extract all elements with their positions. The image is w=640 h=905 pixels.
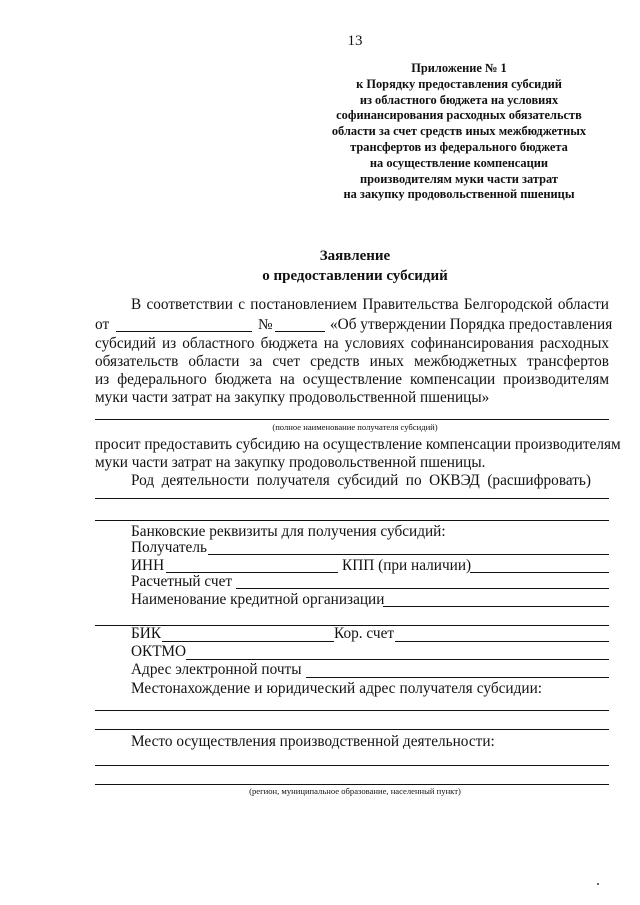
title-line: о предоставлении субсидий [262,268,448,284]
appendix-line: производителям муки части затрат [360,171,558,186]
corr-account-label: Кор. счет [334,625,395,642]
account-label: Расчетный счет [131,573,233,590]
bik-label: БИК [131,625,162,642]
intro-line: обязательств области за счет средств иных межбюджетных трансфертов [95,353,609,370]
appendix-line: из областного бюджета на условиях [359,92,559,107]
email-field-line[interactable] [306,677,609,678]
document-title [0,246,640,286]
bik-field-line[interactable] [162,641,334,642]
inn-label: ИНН [131,557,165,574]
production-field-line-2[interactable] [95,784,609,785]
appendix-line: на осуществление компенсации [369,155,549,170]
location-field-line-2[interactable] [95,729,609,730]
appendix-line: трансфертов из федерального бюджета [350,139,568,154]
recipient-name-caption: (полное наименование получателя субсидий) [272,422,438,432]
location-field-line-1[interactable] [95,710,609,711]
intro-from-label: от [95,316,110,333]
oktmo-field-line[interactable] [186,659,609,660]
scan-speck [597,883,599,885]
intro-line: субсидий из областного бюджета на условиях софинансирования расходных [95,335,609,352]
credit-org-label: Наименование кредитной организации [131,591,385,608]
page-number: 13 [347,33,363,49]
bank-heading: Банковские реквизиты для получения субсидий: [131,523,446,540]
recipient-name-line[interactable] [95,419,609,420]
appendix-line: на закупку продовольственной пшеницы [343,187,575,202]
activity-line-2[interactable] [95,520,609,521]
intro-line: из федерального бюджета на осуществление компенсации производителям [95,371,609,388]
appendix-line: софинансирования расходных обязательств [336,108,582,123]
account-field-line[interactable] [236,588,609,589]
request-line: просит предоставить субсидию на осуществление компенсации производителям [95,436,621,453]
request-line: муки части затрат на закупку продовольственной пшеницы. [95,454,486,471]
oktmo-label: ОКТМО [131,643,187,660]
intro-line-2-rest: «Об утверждении Порядка предоставления [330,316,613,333]
number-field-line[interactable] [275,331,325,332]
title-line: Заявление [319,248,391,264]
production-field-line-1[interactable] [95,765,609,766]
kpp-label: КПП (при наличии) [342,557,472,574]
recipient-label: Получатель [131,539,207,556]
activity-label: Род деятельности получателя субсидий по ОКВЭД (расшифровать) [131,472,591,489]
location-label: Местонахождение и юридический адрес получателя субсидии: [131,680,542,697]
production-label: Место осуществления производственной деятельности: [131,733,495,750]
production-caption: (регион, муниципальное образование, населенный пункт) [249,786,461,796]
email-label: Адрес электронной почты [131,661,302,678]
appendix-line: к Порядку предоставления субсидий [356,76,562,91]
appendix-line: области за счет средств иных межбюджетных [331,124,587,139]
date-field-line[interactable] [116,331,252,332]
intro-line: муки части затрат на закупку продовольственной пшеницы» [95,389,490,406]
appendix-header [318,61,600,203]
corr-account-field-line[interactable] [395,641,609,642]
activity-line-1[interactable] [95,498,609,499]
credit-org-field-line[interactable] [383,606,609,607]
recipient-field-line[interactable] [208,554,609,555]
appendix-line: Приложение № 1 [411,61,507,75]
intro-line-1: В соответствии с постановлением Правительства Белгородской области [131,296,609,313]
intro-number-sign: № [258,316,273,333]
kpp-field-line[interactable] [470,572,609,573]
